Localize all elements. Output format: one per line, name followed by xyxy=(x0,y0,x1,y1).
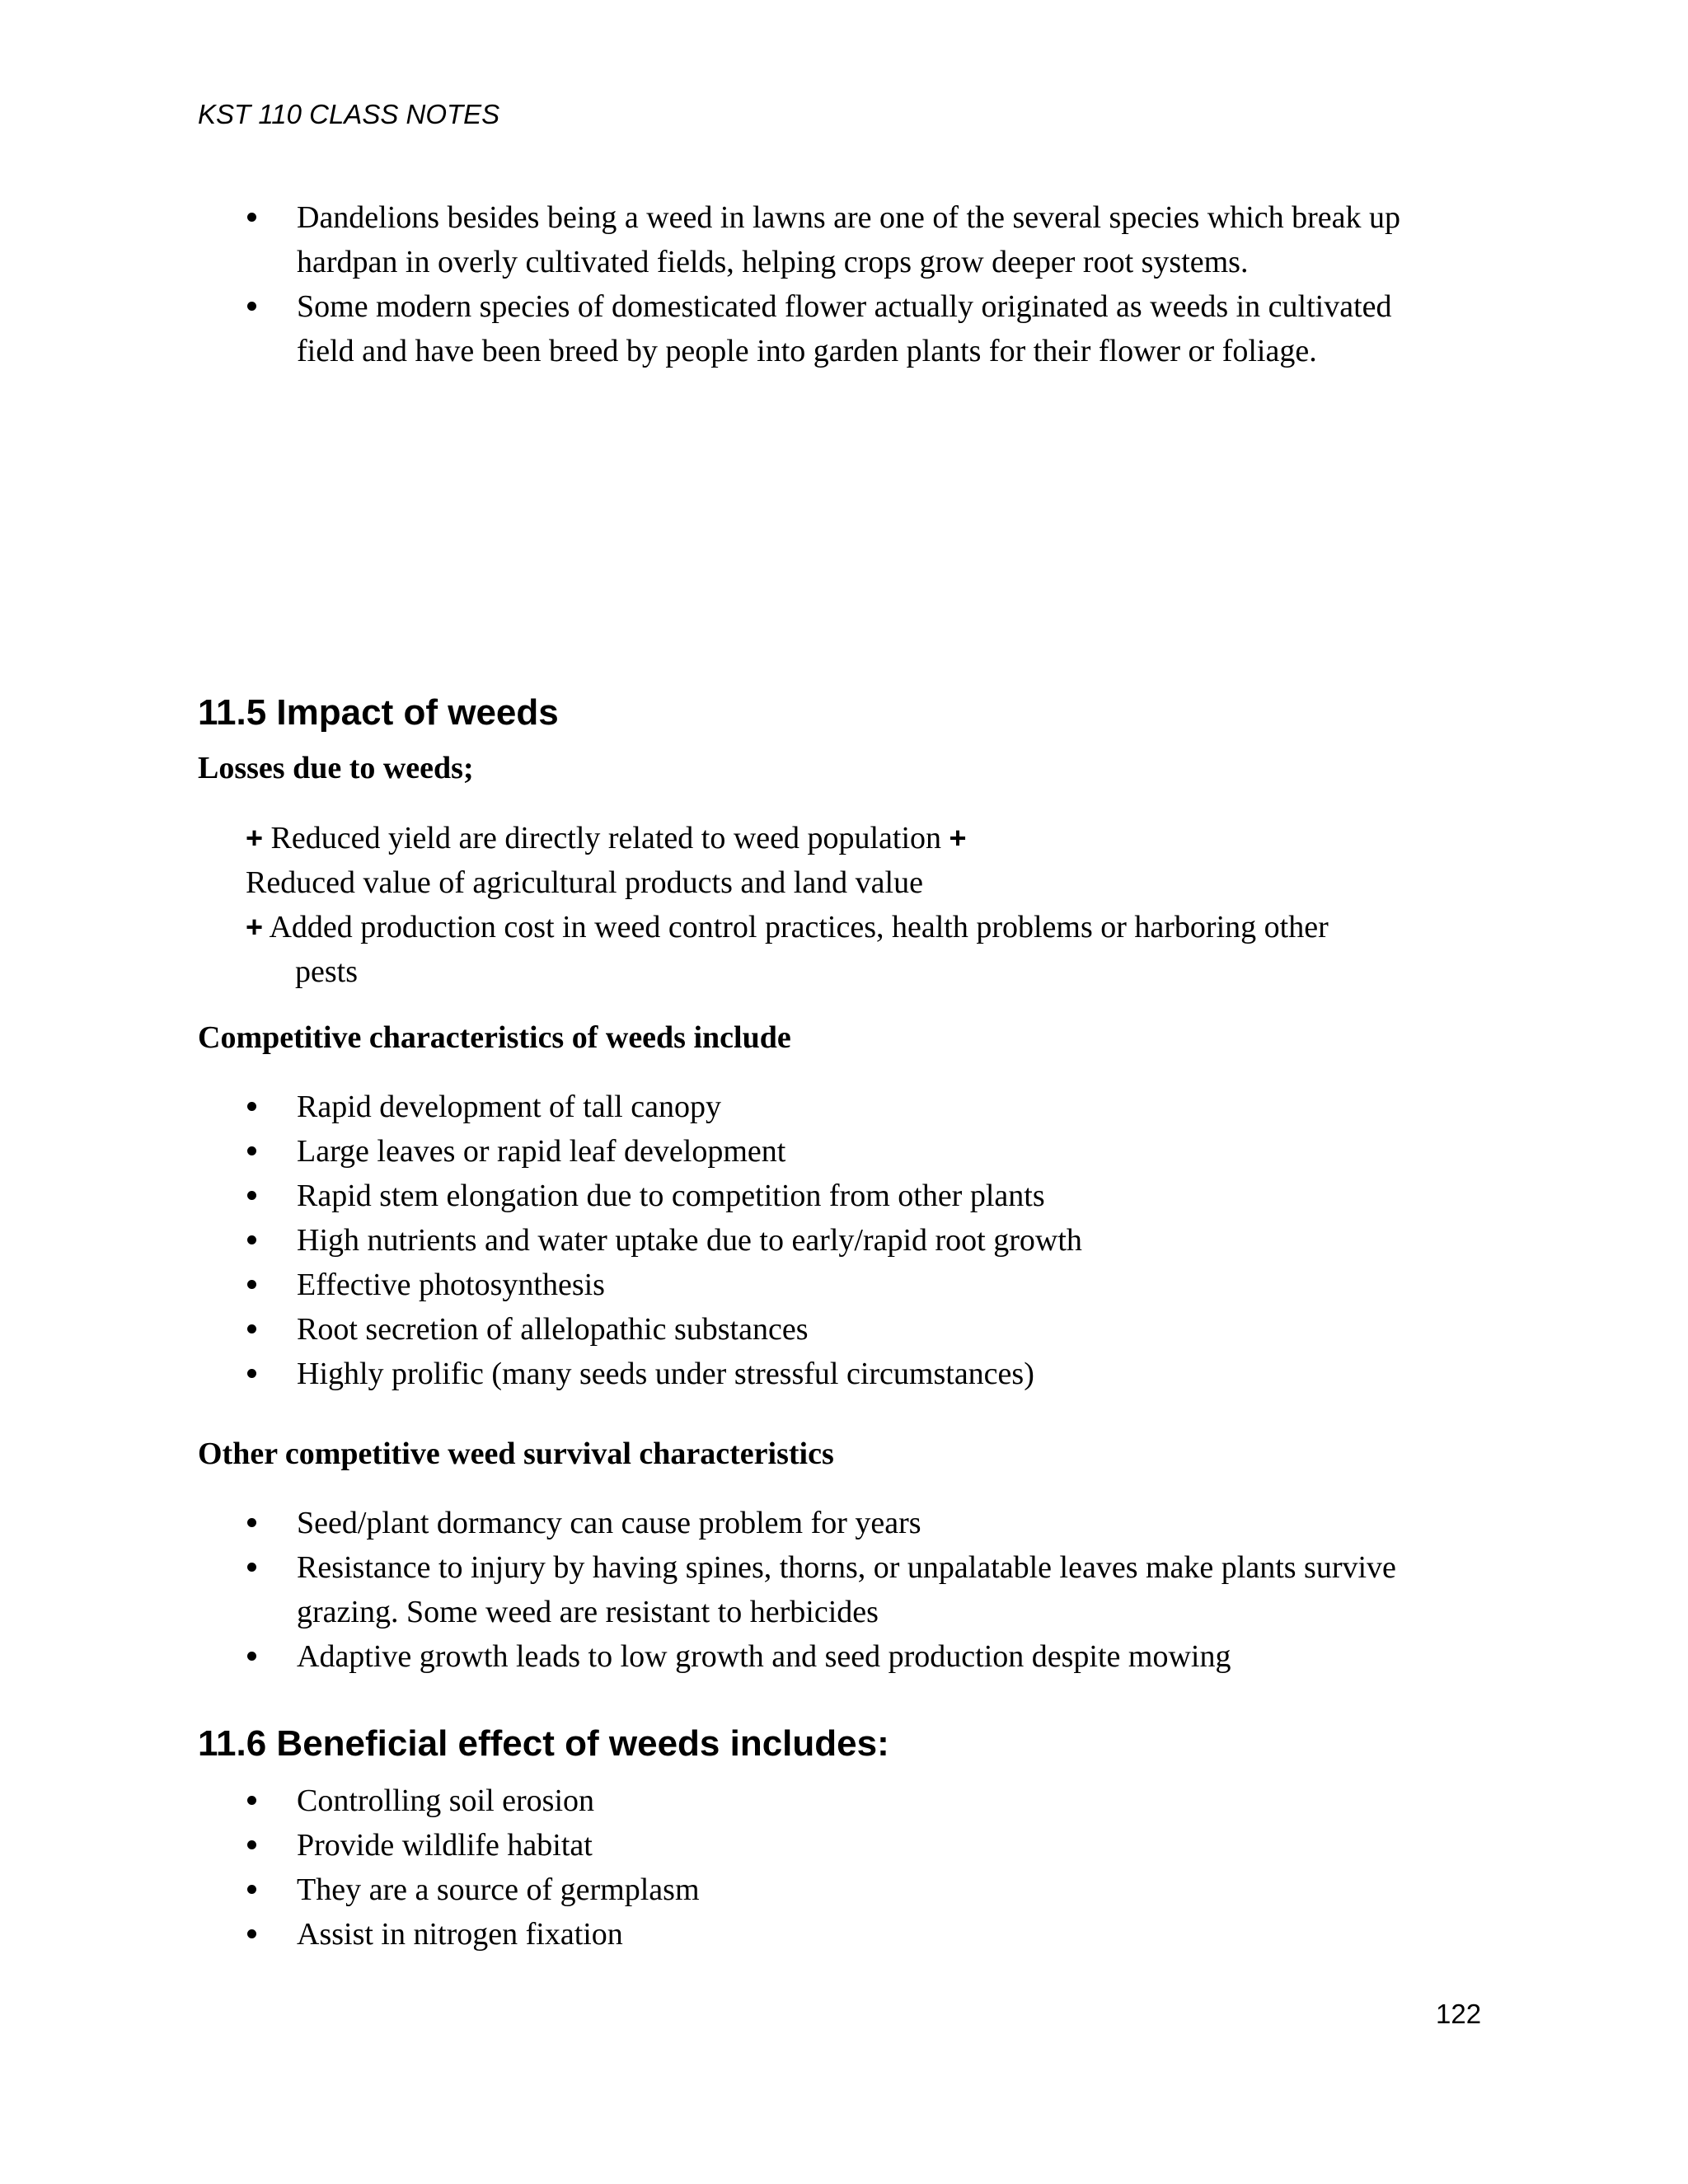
losses-line xyxy=(246,905,1329,949)
list-item-text: Highly prolific (many seeds under stressful circumstances) xyxy=(297,1357,1034,1391)
losses-line: pests xyxy=(295,954,358,989)
bullet-icon xyxy=(247,1885,256,1894)
list-item-line: Seed/plant dormancy can cause problem for years xyxy=(297,1506,921,1540)
list-item xyxy=(198,1352,1082,1396)
losses-text: Reduced yield are directly related to weed population xyxy=(270,821,942,855)
list-item-line: Resistance to injury by having spines, thorns, or unpalatable leaves make plants survive xyxy=(297,1550,1396,1585)
section-heading-11-6: 11.6 Beneficial effect of weeds includes: xyxy=(198,1723,889,1764)
bullet-icon xyxy=(247,302,256,311)
bullet-icon xyxy=(247,1235,256,1244)
list-item-line: hardpan in overly cultivated fields, helping crops grow deeper root systems. xyxy=(297,245,1249,279)
competitive-list xyxy=(198,1085,1082,1396)
bullet-icon xyxy=(247,1652,256,1661)
list-item-line: Adaptive growth leads to low growth and seed production despite mowing xyxy=(297,1639,1231,1674)
survival-subheading: Other competitive weed survival characteristics xyxy=(198,1436,834,1471)
list-item-line: field and have been breed by people into garden plants for their flower or foliage. xyxy=(297,334,1317,368)
beneficial-list xyxy=(198,1779,700,1957)
bullet-icon xyxy=(247,1563,256,1572)
survival-list xyxy=(198,1501,1396,1679)
list-item-text: Root secretion of allelopathic substances xyxy=(297,1312,809,1347)
list-item-line: Some modern species of domesticated flower actually originated as weeds in cultivated xyxy=(297,289,1392,324)
list-item xyxy=(198,1823,700,1868)
competitive-subheading: Competitive characteristics of weeds include xyxy=(198,1020,791,1055)
list-item xyxy=(198,1307,1082,1352)
losses-block xyxy=(246,816,1329,994)
list-item xyxy=(198,1218,1082,1263)
losses-line xyxy=(246,816,1329,860)
list-item xyxy=(198,1129,1082,1174)
list-item xyxy=(198,1912,700,1957)
list-item xyxy=(198,1868,700,1912)
plus-icon: + xyxy=(246,910,264,944)
bullet-icon xyxy=(247,1369,256,1378)
list-item-text: They are a source of germplasm xyxy=(297,1872,700,1907)
bullet-icon xyxy=(247,1191,256,1200)
list-item-text: High nutrients and water uptake due to early/rapid root growth xyxy=(297,1223,1082,1258)
bullet-icon xyxy=(247,1102,256,1111)
list-item-line: grazing. Some weed are resistant to herbicides xyxy=(297,1595,879,1629)
list-item-text: Assist in nitrogen fixation xyxy=(297,1917,623,1952)
plus-icon: + xyxy=(949,821,967,855)
losses-subheading: Losses due to weeds; xyxy=(198,751,474,785)
list-item xyxy=(198,1085,1082,1129)
page-number: 122 xyxy=(1436,1999,1482,2029)
plus-icon: + xyxy=(246,821,264,855)
list-item-text: Rapid development of tall canopy xyxy=(297,1090,721,1124)
list-item-text: Controlling soil erosion xyxy=(297,1783,594,1818)
list-item xyxy=(198,284,1400,373)
list-item-text: Rapid stem elongation due to competition from other plants xyxy=(297,1179,1045,1213)
losses-line: Reduced value of agricultural products and land value xyxy=(246,865,923,900)
list-item xyxy=(198,1545,1396,1634)
bullet-icon xyxy=(247,1324,256,1333)
running-header: KST 110 CLASS NOTES xyxy=(198,99,500,129)
list-item xyxy=(198,1779,700,1823)
bullet-icon xyxy=(247,1796,256,1805)
bullet-icon xyxy=(247,1518,256,1527)
list-item xyxy=(198,1263,1082,1307)
list-item xyxy=(198,1174,1082,1218)
list-item-text: Provide wildlife habitat xyxy=(297,1828,593,1863)
list-item xyxy=(198,1501,1396,1545)
list-item-line: Dandelions besides being a weed in lawns are one of the several species which break up xyxy=(297,200,1401,235)
intro-bullet-list xyxy=(198,195,1400,373)
bullet-icon xyxy=(247,213,256,222)
list-item-text: Effective photosynthesis xyxy=(297,1268,605,1302)
list-item xyxy=(198,1634,1396,1679)
bullet-icon xyxy=(247,1929,256,1938)
losses-text: Added production cost in weed control practices, health problems or harboring other xyxy=(269,910,1329,944)
section-heading-11-5: 11.5 Impact of weeds xyxy=(198,692,559,733)
bullet-icon xyxy=(247,1280,256,1289)
bullet-icon xyxy=(247,1840,256,1849)
list-item-text: Large leaves or rapid leaf development xyxy=(297,1134,786,1169)
list-item xyxy=(198,195,1400,284)
bullet-icon xyxy=(247,1146,256,1155)
